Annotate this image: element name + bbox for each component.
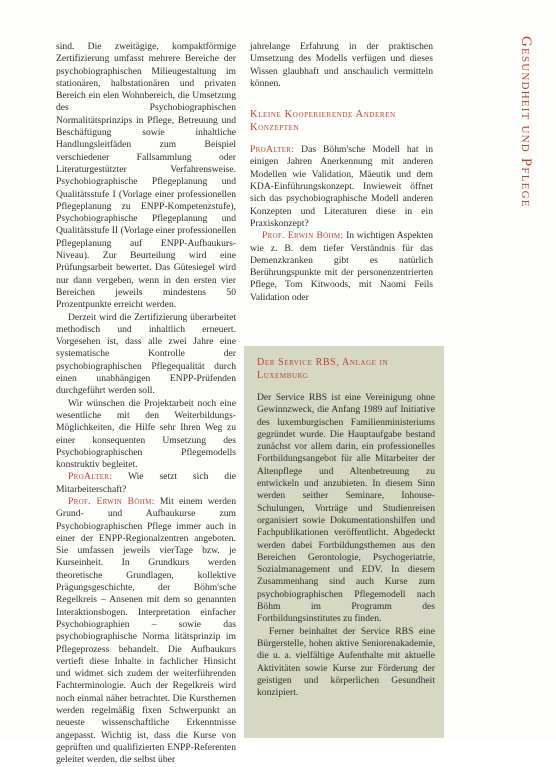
- answer-text: In wichtigen Aspekten wie z. B. dem tiefer Verständnis für das Demenzkranken gibt es natürlich Berührungspunkte mit der personenzentrierten Pflege, Tom Kitwoods, mit Naomi Feils Validation oder: [250, 230, 433, 303]
- paragraph: sind. Die zweitägige, kompaktförmige Zertifizierung umfasst mehrere Bereiche der psychobiographischen Milieugestaltung im stationären, halbstationären und privaten Bereich ein elen Wohnbereich, die Umsetzung des Psychobiographischen Normalitätsprinzips in Pflege, Betreuung und Beschäftigung sowie inhaltliche Handlungsleitfäden zum Beispiel verschiedener Fallsammlung oder Literaturgestützter Verfahrensweise. Psychobiographische Pflegeplanung und Qualitätsstufe I (Vorlage einer professionellen Pflegeplanung zu ENPP-Kompetenzstufe), Psychobiographische Pflegeplanung und Qualitätsstufe II (Vorlage einer professionellen Pflegeplanung auf ENPP-Aufbaukurs-Niveau). Zur Beurteilung wird eine Prüfungsarbeit bewertet. Das Gütesiegel wird nur dann vergeben, wenn in den ersten vier Bereichen jeweils mindestens 50 Prozentpunkte erreicht werden.: [56, 41, 236, 311]
- info-box: [244, 346, 444, 738]
- section-title-text: Gesundheit und Pflege: [518, 36, 534, 208]
- side-section-title: [510, 36, 544, 296]
- column-left: [56, 41, 236, 767]
- question-label: ProAlter:: [250, 144, 295, 156]
- answer-paragraph: [56, 496, 236, 767]
- info-box-content: [257, 356, 435, 699]
- question-text: Wie setzt sich die Mitarbeiterschaft?: [56, 471, 236, 495]
- answer-label: Prof. Erwin Böhm:: [68, 495, 155, 507]
- answer-text: Mit einem werden Grund- und Aufbaukurse zum Psychobiographischen Pflege immer auch in einer der ENPP-Regionalzentren angeboten. Sie umfassen jeweils vierTage bzw. je Kurseinheit. In Grundkurs werden theoretische Grundlagen, kollektive Prägungsgeschichte, der Böhm'sche Regelkreis – Ansenen mit dem so genannten Interaktionsbogen. Interpretation einfacher Psychobiographien – sowie das psychobiographische Norma litätsprinzip im Pflegeprozess behandelt. Die Aufbaukurs vertieft diese Inhalte in fachlicher Hinsicht und widmet sich zudem der weiterführenden Fachterminologie. Auch der Regelkreis wird noch einmal näher betrachtet. Die Kursthemen werden regelmäßig fixen Schwerpunkt an neueste wissenschaftliche Erkenntnisse angepasst. Wichtig ist, dass die Kurse von geprüften und qualifizierten ENPP-Referenten geleitet werden, die selbst über: [56, 495, 236, 766]
- paragraph: Der Service RBS ist eine Vereinigung ohne Gewinnzweck, die Anfang 1989 auf Initiative des luxemburgischen Familienministeriums gegründet wurde. Die Hauptaufgabe bestand zunächst vor allem darin, ein professionelles Fortbildungsangebot für alle Mitarbeiter der Altenpflege und Altenbetreuung zu entwickeln und anzubieten. In diesem Sinn werden seither Seminare, Inhouse-Schulungen, Vorträge und Studienreisen organisiert sowie Dokumentationshilfen und Fachpublikationen veröffentlicht. Abgedeckt werden dabei Fortbildungsthemen aus den Bereichen Gerontologie, Psychogeriatrie, Sozialmanagement und EDV. In diesem Zusammenhang sind auch Kurse zum psychobiographischen Pflegemodell nach Böhm im Programm des Fortbildungsinstitutes zu finden.: [257, 392, 435, 625]
- answer-paragraph: [250, 230, 433, 304]
- question-text: Das Böhm'sche Modell hat in einigen Jahren Anerkennung mit anderen Modellen wie Validation, Mäeutik und dem KDA-Einführungskonzept. Inwieweit öffnet sich das psychobiographische Modell anderen Konzepten und Literaturen diese in ein Praxiskonzept?: [250, 144, 433, 229]
- answer-label: Prof. Erwin Böhm:: [262, 230, 344, 242]
- paragraph: jahrelange Erfahrung in der praktischen Umsetzung des Modells verfügen und dieses Wissen glaubhaft und anschaulich vermitteln können.: [250, 41, 433, 89]
- question-paragraph: [56, 471, 236, 496]
- info-box-heading: Der Service RBS, Anlage in Luxemburg: [257, 357, 389, 381]
- question-paragraph: [250, 144, 433, 230]
- paragraph: Derzeit wird die Zertifizierung überarbeitet methodisch und inhaltlich erneuert. Vorgesehen ist, dass alle zwei Jahre eine systematische Kontrolle der psychobiographischen Pflegequalität durch einen unabhängigen ENPP-Prüfenden durchgeführt werden soll.: [56, 311, 236, 397]
- paragraph: Wir wünschen die Projektarbeit noch eine wesentliche mit den Weiterbildungs-Möglichkeiten, die Hilfe sehr Ihren Weg zu einer konsequenten Umsetzung des Psychobiographischen Pflegemodells konstruktiv begleitet.: [56, 397, 236, 471]
- section-heading: Kleine Kooperierende Anderen Konzepten: [250, 109, 396, 134]
- question-label: ProAlter:: [68, 471, 113, 483]
- paragraph: Ferner beinhaltet der Service RBS eine Bürgerstelle, hohen aktive Seniorenakademie, die u. a. vielfältige Aufenthalte mit aktuelle Aktivitäten sowie Kurse zur Förderung der geistigen und körperlichen Gesundheit konzipiert.: [257, 625, 435, 699]
- column-right: [250, 41, 433, 304]
